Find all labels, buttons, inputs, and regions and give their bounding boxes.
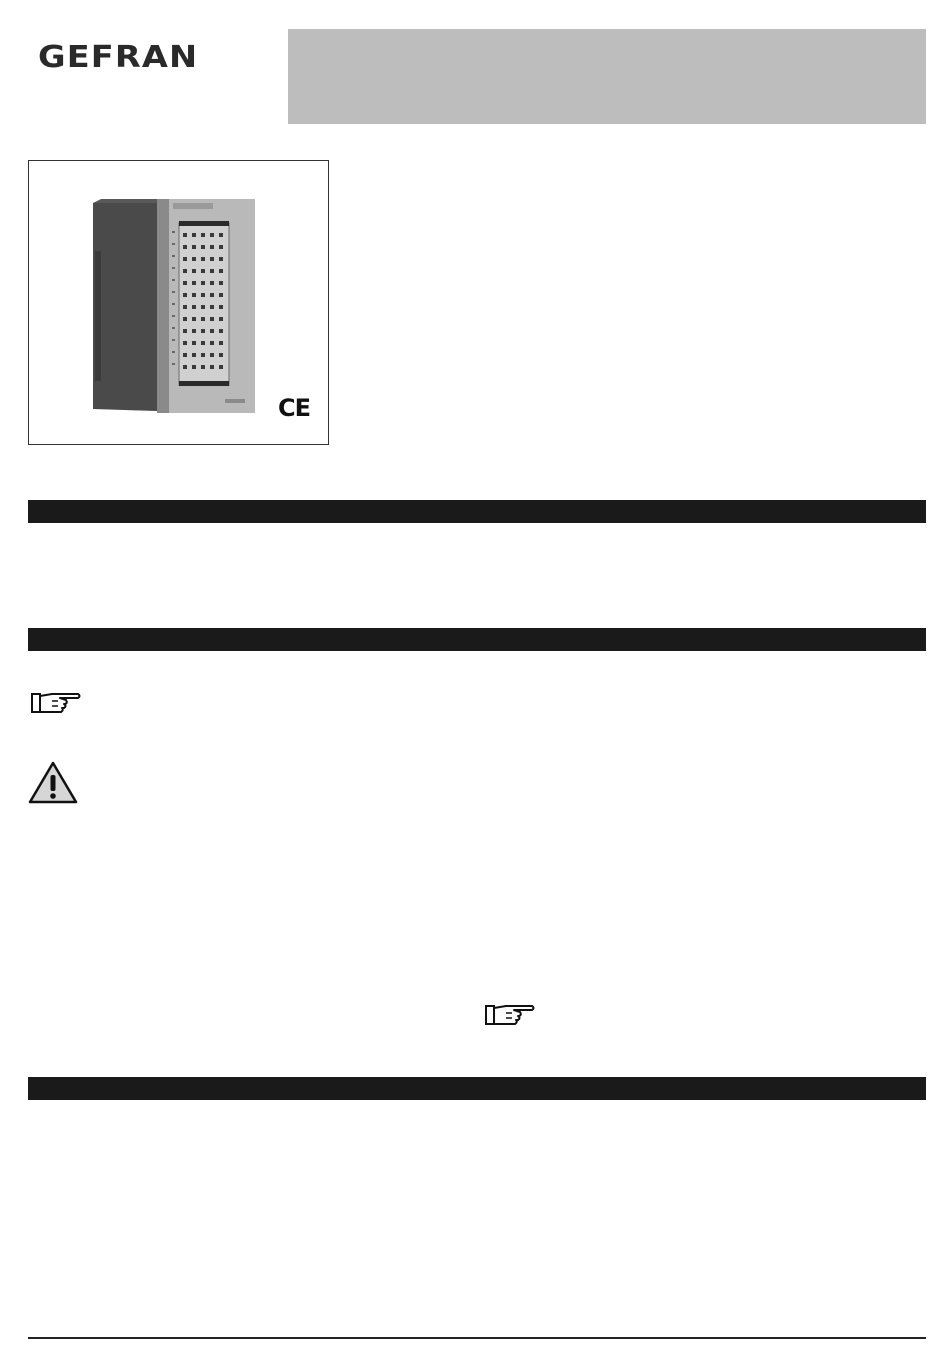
pointing-hand-icon xyxy=(484,1000,536,1030)
ce-mark: CE xyxy=(278,394,311,422)
brand-logo: GEFRAN xyxy=(38,40,199,75)
title-box xyxy=(288,29,926,124)
warning-triangle-icon xyxy=(28,760,78,804)
section-bar-2 xyxy=(28,628,926,651)
pointing-hand-icon xyxy=(30,688,82,718)
section-bar-1 xyxy=(28,500,926,523)
footer-rule xyxy=(28,1337,926,1339)
section-bar-3 xyxy=(28,1077,926,1100)
